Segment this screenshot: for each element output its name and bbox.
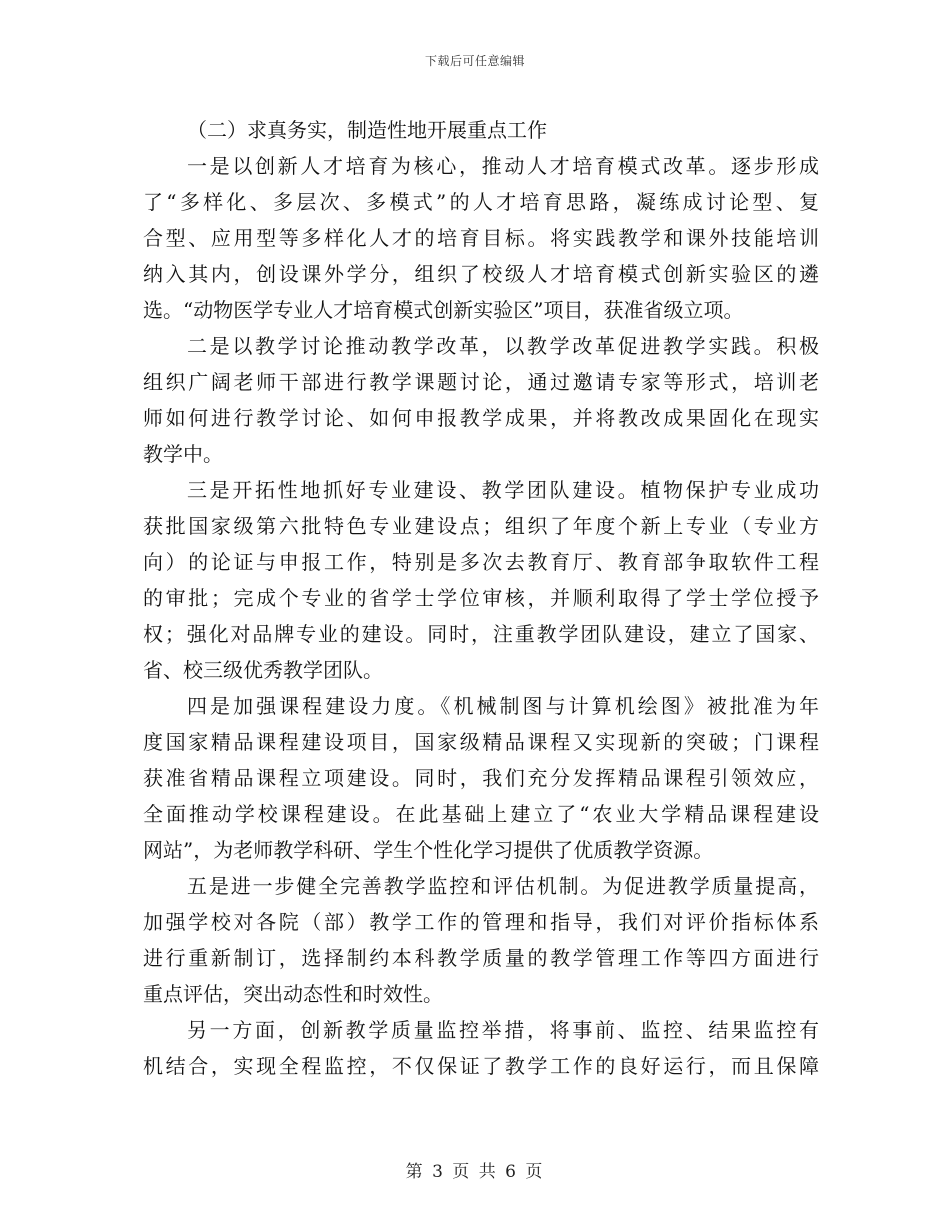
text-line: 的审批；完成个专业的省学士学位审核，并顺利取得了学士学位授予 [143,586,819,610]
text-line: 一是以创新人才培育为核心，推动人才培育模式改革。逐步形成 [187,154,819,178]
text-line: 师如何进行教学讨论、如何申报教学成果，并将教改成果固化在现实 [143,406,819,430]
text-line: 四是加强课程建设力度。《机械制图与计算机绘图》被批准为年 [187,694,819,718]
text-line: 度国家精品课程建设项目，国家级精品课程又实现新的突破；门课程 [143,730,819,754]
text-line: 网站”，为老师教学科研、学生个性化学习提供了优质教学资源。 [143,838,714,862]
text-line: 五是进一步健全完善教学监控和评估机制。为促进教学质量提高， [187,874,819,898]
text-line: 加强学校对各院（部）教学工作的管理和指导，我们对评价指标体系 [143,910,819,934]
text-line: 向）的论证与申报工作，特别是多次去教育厅、教育部争取软件工程 [143,550,819,574]
text-line: 了“多样化、多层次、多模式”的人才培育思路，凝练成讨论型、复 [143,190,819,214]
text-line: 获准省精品课程立项建设。同时，我们充分发挥精品课程引领效应， [143,766,819,790]
text-line: 三是开拓性地抓好专业建设、教学团队建设。植物保护专业成功 [187,478,819,502]
text-line: 组织广阔老师干部进行教学课题讨论，通过邀请专家等形式，培训老 [143,370,819,394]
text-line: 二是以教学讨论推动教学改革，以教学改革促进教学实践。积极 [187,334,819,358]
text-line: 全面推动学校课程建设。在此基础上建立了“农业大学精品课程建设 [143,802,819,826]
text-line: 合型、应用型等多样化人才的培育目标。将实践教学和课外技能培训 [143,226,819,250]
text-line: 权；强化对品牌专业的建设。同时，注重教学团队建设，建立了国家、 [143,622,819,646]
text-line: （二）求真务实，制造性地开展重点工作 [187,118,547,142]
text-line: 获批国家级第六批特色专业建设点；组织了年度个新上专业（专业方 [143,514,819,538]
text-line: 纳入其内，创设课外学分，组织了校级人才培育模式创新实验区的遴 [143,262,819,286]
text-line: 省、校三级优秀教学团队。 [143,658,383,682]
document-body [143,112,819,1084]
page-header: 下载后可任意编辑 [424,54,525,68]
text-line: 重点评估，突出动态性和时效性。 [143,982,443,1006]
text-line: 另一方面，创新教学质量监控举措，将事前、监控、结果监控有 [187,1018,819,1042]
text-line: 机结合，实现全程监控，不仅保证了教学工作的良好运行，而且保障 [143,1054,819,1078]
text-line: 进行重新制订，选择制约本科教学质量的教学管理工作等四方面进行 [143,946,819,970]
text-line: 选。“动物医学专业人才培育模式创新实验区”项目，获准省级立项。 [143,298,744,322]
page-footer: 第 3 页 共 6 页 [405,1162,545,1182]
text-line: 教学中。 [143,442,223,466]
